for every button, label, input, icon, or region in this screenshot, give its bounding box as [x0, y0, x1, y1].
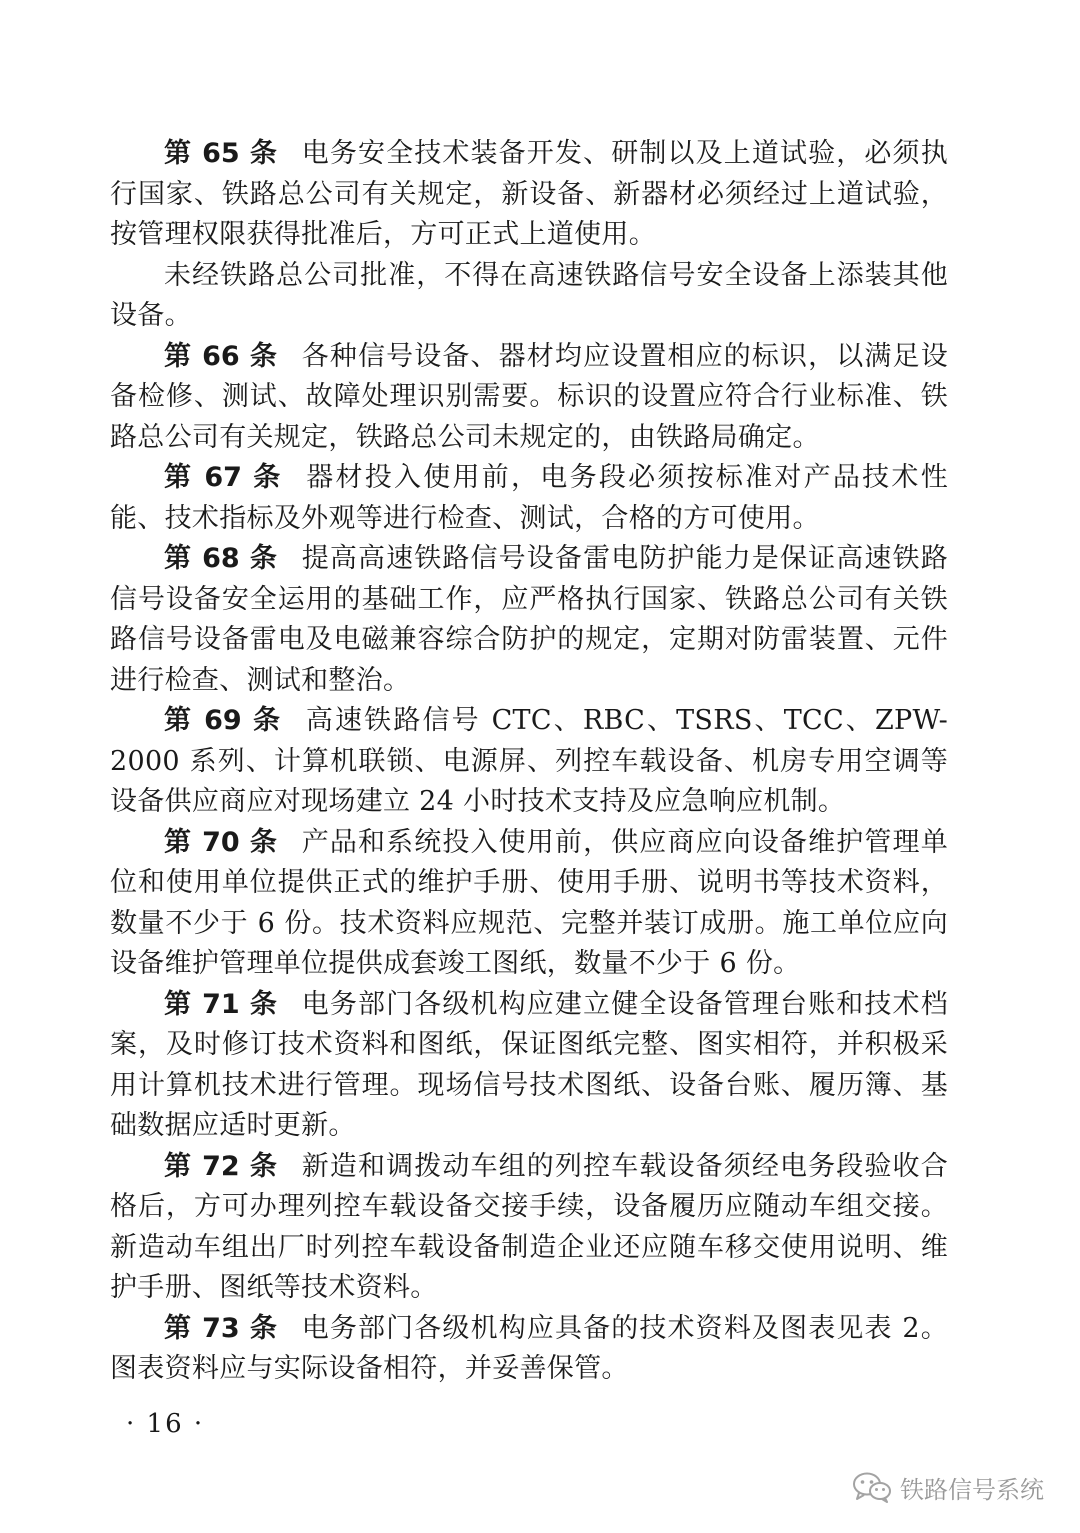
article-65-paragraph	[110, 134, 948, 256]
article-number: 第 69 条	[164, 705, 282, 736]
article-number: 第 65 条	[164, 138, 278, 169]
watermark-text: 铁路信号系统	[900, 1475, 1044, 1504]
article-text: 未经铁路总公司批准，不得在高速铁路信号安全设备上添装其他设备。	[110, 259, 948, 331]
article-number: 第 67 条	[164, 462, 283, 493]
article-text: 新造和调拨动车组的列控车载设备须经电务段验收合格后，方可办理列控车载设备交接手续，设备履历应随动车组交接。新造动车组出厂时列控车载设备制造企业还应随车移交使用说明、维护手册、图纸等技术资料。	[110, 1150, 948, 1303]
wechat-icon	[852, 1471, 892, 1503]
article-text: 各种信号设备、器材均应设置相应的标识，以满足设备检修、测试、故障处理识别需要。标识的设置应符合行业标准、铁路总公司有关规定，铁路总公司未规定的，由铁路局确定。	[110, 340, 948, 453]
article-number: 第 71 条	[164, 988, 278, 1020]
article-text: 产品和系统投入使用前，供应商应向设备维护管理单位和使用单位提供正式的维护手册、使用手册、说明书等技术资料，数量不少于 6 份。技术资料应规范、完整并装订成册。施工单位应向设备维护管理单位提供成套竣工图纸，数量不少于 6 份。	[110, 826, 948, 979]
article-number: 第 72 条	[164, 1150, 278, 1182]
article-67-paragraph	[110, 458, 948, 539]
article-71-paragraph	[110, 985, 948, 1147]
article-66-paragraph	[110, 337, 948, 459]
article-number: 第 68 条	[164, 543, 278, 574]
page-number: · 16 ·	[126, 1409, 205, 1439]
article-number: 第 73 条	[164, 1312, 278, 1344]
article-text: 电务部门各级机构应具备的技术资料及图表见表 2。图表资料应与实际设备相符，并妥善保管。	[110, 1312, 948, 1384]
article-text: 电务安全技术装备开发、研制以及上道试验，必须执行国家、铁路总公司有关规定，新设备、新器材必须经过上道试验，按管理权限获得批准后，方可正式上道使用。	[110, 138, 948, 250]
article-number: 第 66 条	[164, 340, 278, 372]
watermark	[852, 1470, 1044, 1504]
article-text: 高速铁路信号 CTC、RBC、TSRS、TCC、ZPW-2000 系列、计算机联锁、电源屏、列控车载设备、机房专用空调等设备供应商应对现场建立 24 小时技术支持及应急响应机制。	[110, 705, 948, 817]
article-text: 器材投入使用前，电务段必须按标准对产品技术性能、技术指标及外观等进行检查、测试，合格的方可使用。	[110, 462, 948, 534]
article-text: 电务部门各级机构应建立健全设备管理台账和技术档案，及时修订技术资料和图纸，保证图纸完整、图实相符，并积极采用计算机技术进行管理。现场信号技术图纸、设备台账、履历簿、基础数据应适时更新。	[110, 988, 948, 1141]
article-70-paragraph	[110, 823, 948, 985]
article-69-paragraph	[110, 701, 948, 823]
document-body	[110, 134, 948, 1390]
article-text: 提高高速铁路信号设备雷电防护能力是保证高速铁路信号设备安全运用的基础工作，应严格执行国家、铁路总公司有关铁路信号设备雷电及电磁兼容综合防护的规定，定期对防雷装置、元件进行检查、测试和整治。	[110, 543, 948, 696]
article-68-paragraph	[110, 539, 948, 701]
article-65-continuation-paragraph	[110, 256, 948, 337]
article-72-paragraph	[110, 1147, 948, 1309]
article-73-paragraph	[110, 1309, 948, 1390]
article-number: 第 70 条	[164, 826, 278, 858]
